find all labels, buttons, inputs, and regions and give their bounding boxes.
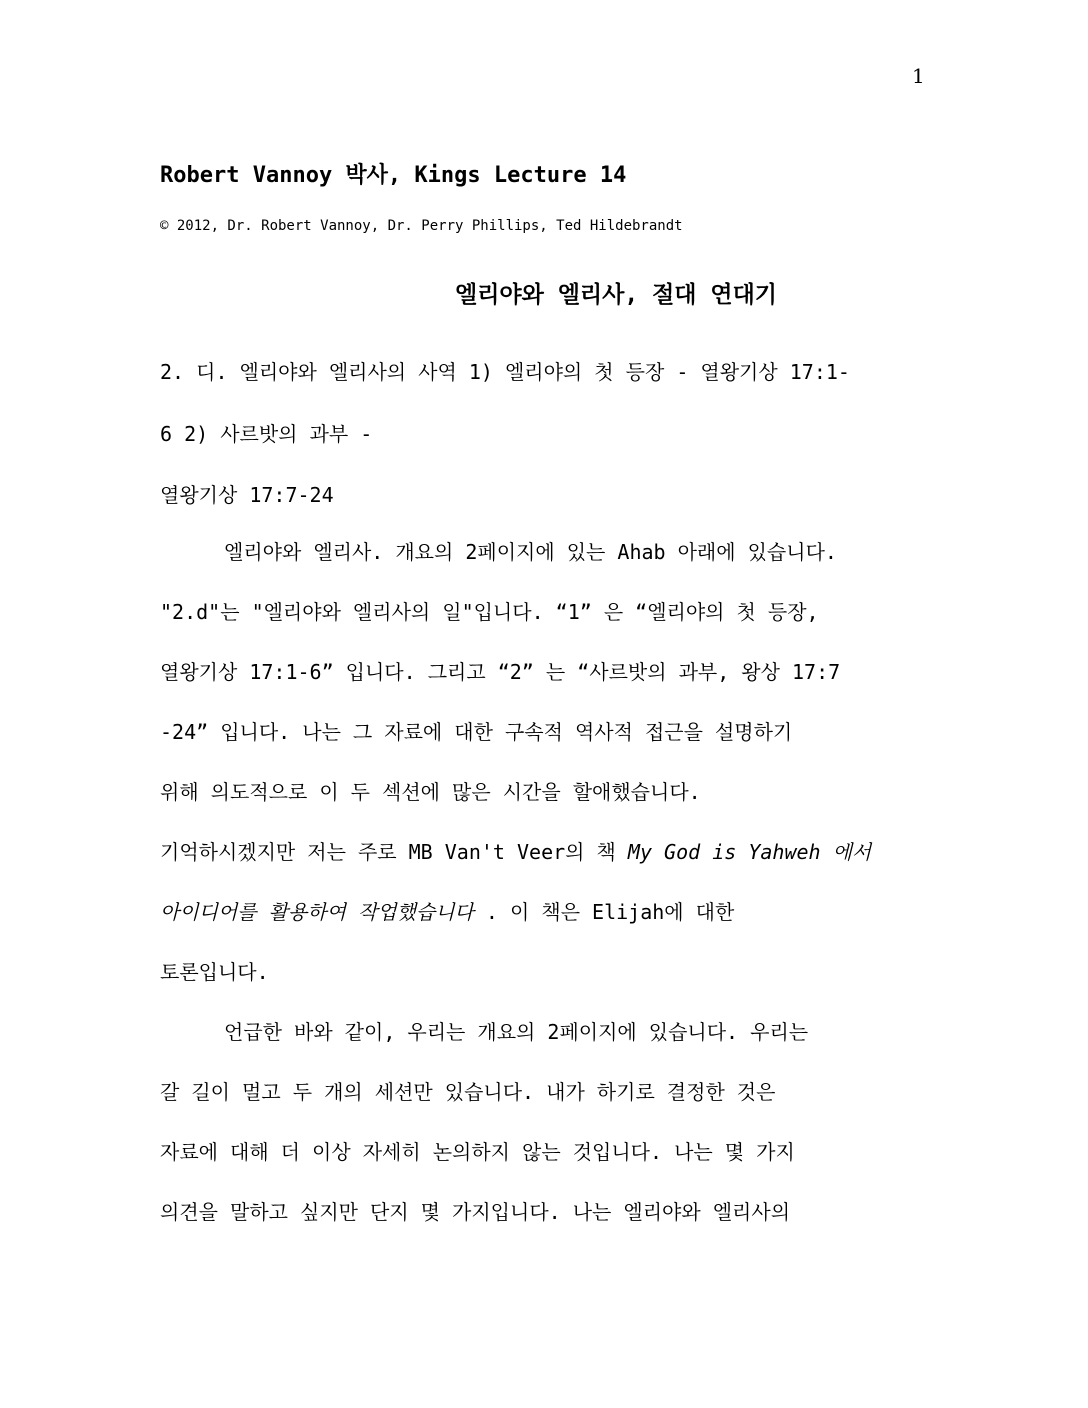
- copyright-line: © 2012, Dr. Robert Vannoy, Dr. Perry Phillips, Ted Hildebrandt: [160, 218, 683, 234]
- paragraph-2-line-3: 자료에 대해 더 이상 자세히 논의하지 않는 것입니다. 나는 몇 가지: [160, 1140, 795, 1164]
- paragraph-1-line-6: [160, 838, 871, 866]
- paragraph-1-line-8: 토론입니다.: [160, 960, 269, 984]
- section-heading: 엘리야와 엘리사, 절대 연대기: [455, 282, 778, 308]
- line-6-text: 기억하시겠지만 저는 주로 MB Van't Veer의 책: [160, 840, 628, 864]
- paragraph-1-line-2: "2.d"는 "엘리야와 엘리사의 일"입니다. “1” 은 “엘리야의 첫 등장,: [160, 600, 819, 624]
- page-number: 1: [912, 64, 925, 88]
- line-7-text: . 이 책은 Elijah에 대한: [473, 900, 735, 924]
- paragraph-2-line-2: 갈 길이 멀고 두 개의 세션만 있습니다. 내가 하기로 결정한 것은: [160, 1080, 776, 1104]
- lecture-title: Robert Vannoy 박사, Kings Lecture 14: [160, 163, 627, 188]
- outline-line-2: 6 2) 사르밧의 과부 -: [160, 422, 373, 446]
- outline-line-3: 열왕기상 17:7-24: [160, 483, 334, 507]
- paragraph-1-line-4: -24” 입니다. 나는 그 자료에 대한 구속적 역사적 접근을 설명하기: [160, 720, 793, 744]
- paragraph-1-line-3: 열왕기상 17:1-6” 입니다. 그리고 “2” 는 “사르밧의 과부, 왕상 17:7: [160, 660, 841, 684]
- paragraph-1-line-1: 엘리야와 엘리사. 개요의 2페이지에 있는 Ahab 아래에 있습니다.: [224, 540, 837, 564]
- paragraph-2-line-1: 언급한 바와 같이, 우리는 개요의 2페이지에 있습니다. 우리는: [224, 1020, 809, 1044]
- paragraph-2-line-4: 의견을 말하고 싶지만 단지 몇 가지입니다. 나는 엘리야와 엘리사의: [160, 1200, 791, 1224]
- outline-line-1: 2. 디. 엘리야와 엘리사의 사역 1) 엘리야의 첫 등장 - 열왕기상 17:1-: [160, 360, 850, 384]
- italic-continuation: 아이디어를 활용하여 작업했습니다: [160, 900, 474, 924]
- book-title-italic: My God is Yahweh 에서: [627, 840, 872, 864]
- paragraph-1-line-5: 위해 의도적으로 이 두 섹션에 많은 시간을 할애했습니다.: [160, 780, 701, 804]
- paragraph-1-line-7: [160, 898, 734, 926]
